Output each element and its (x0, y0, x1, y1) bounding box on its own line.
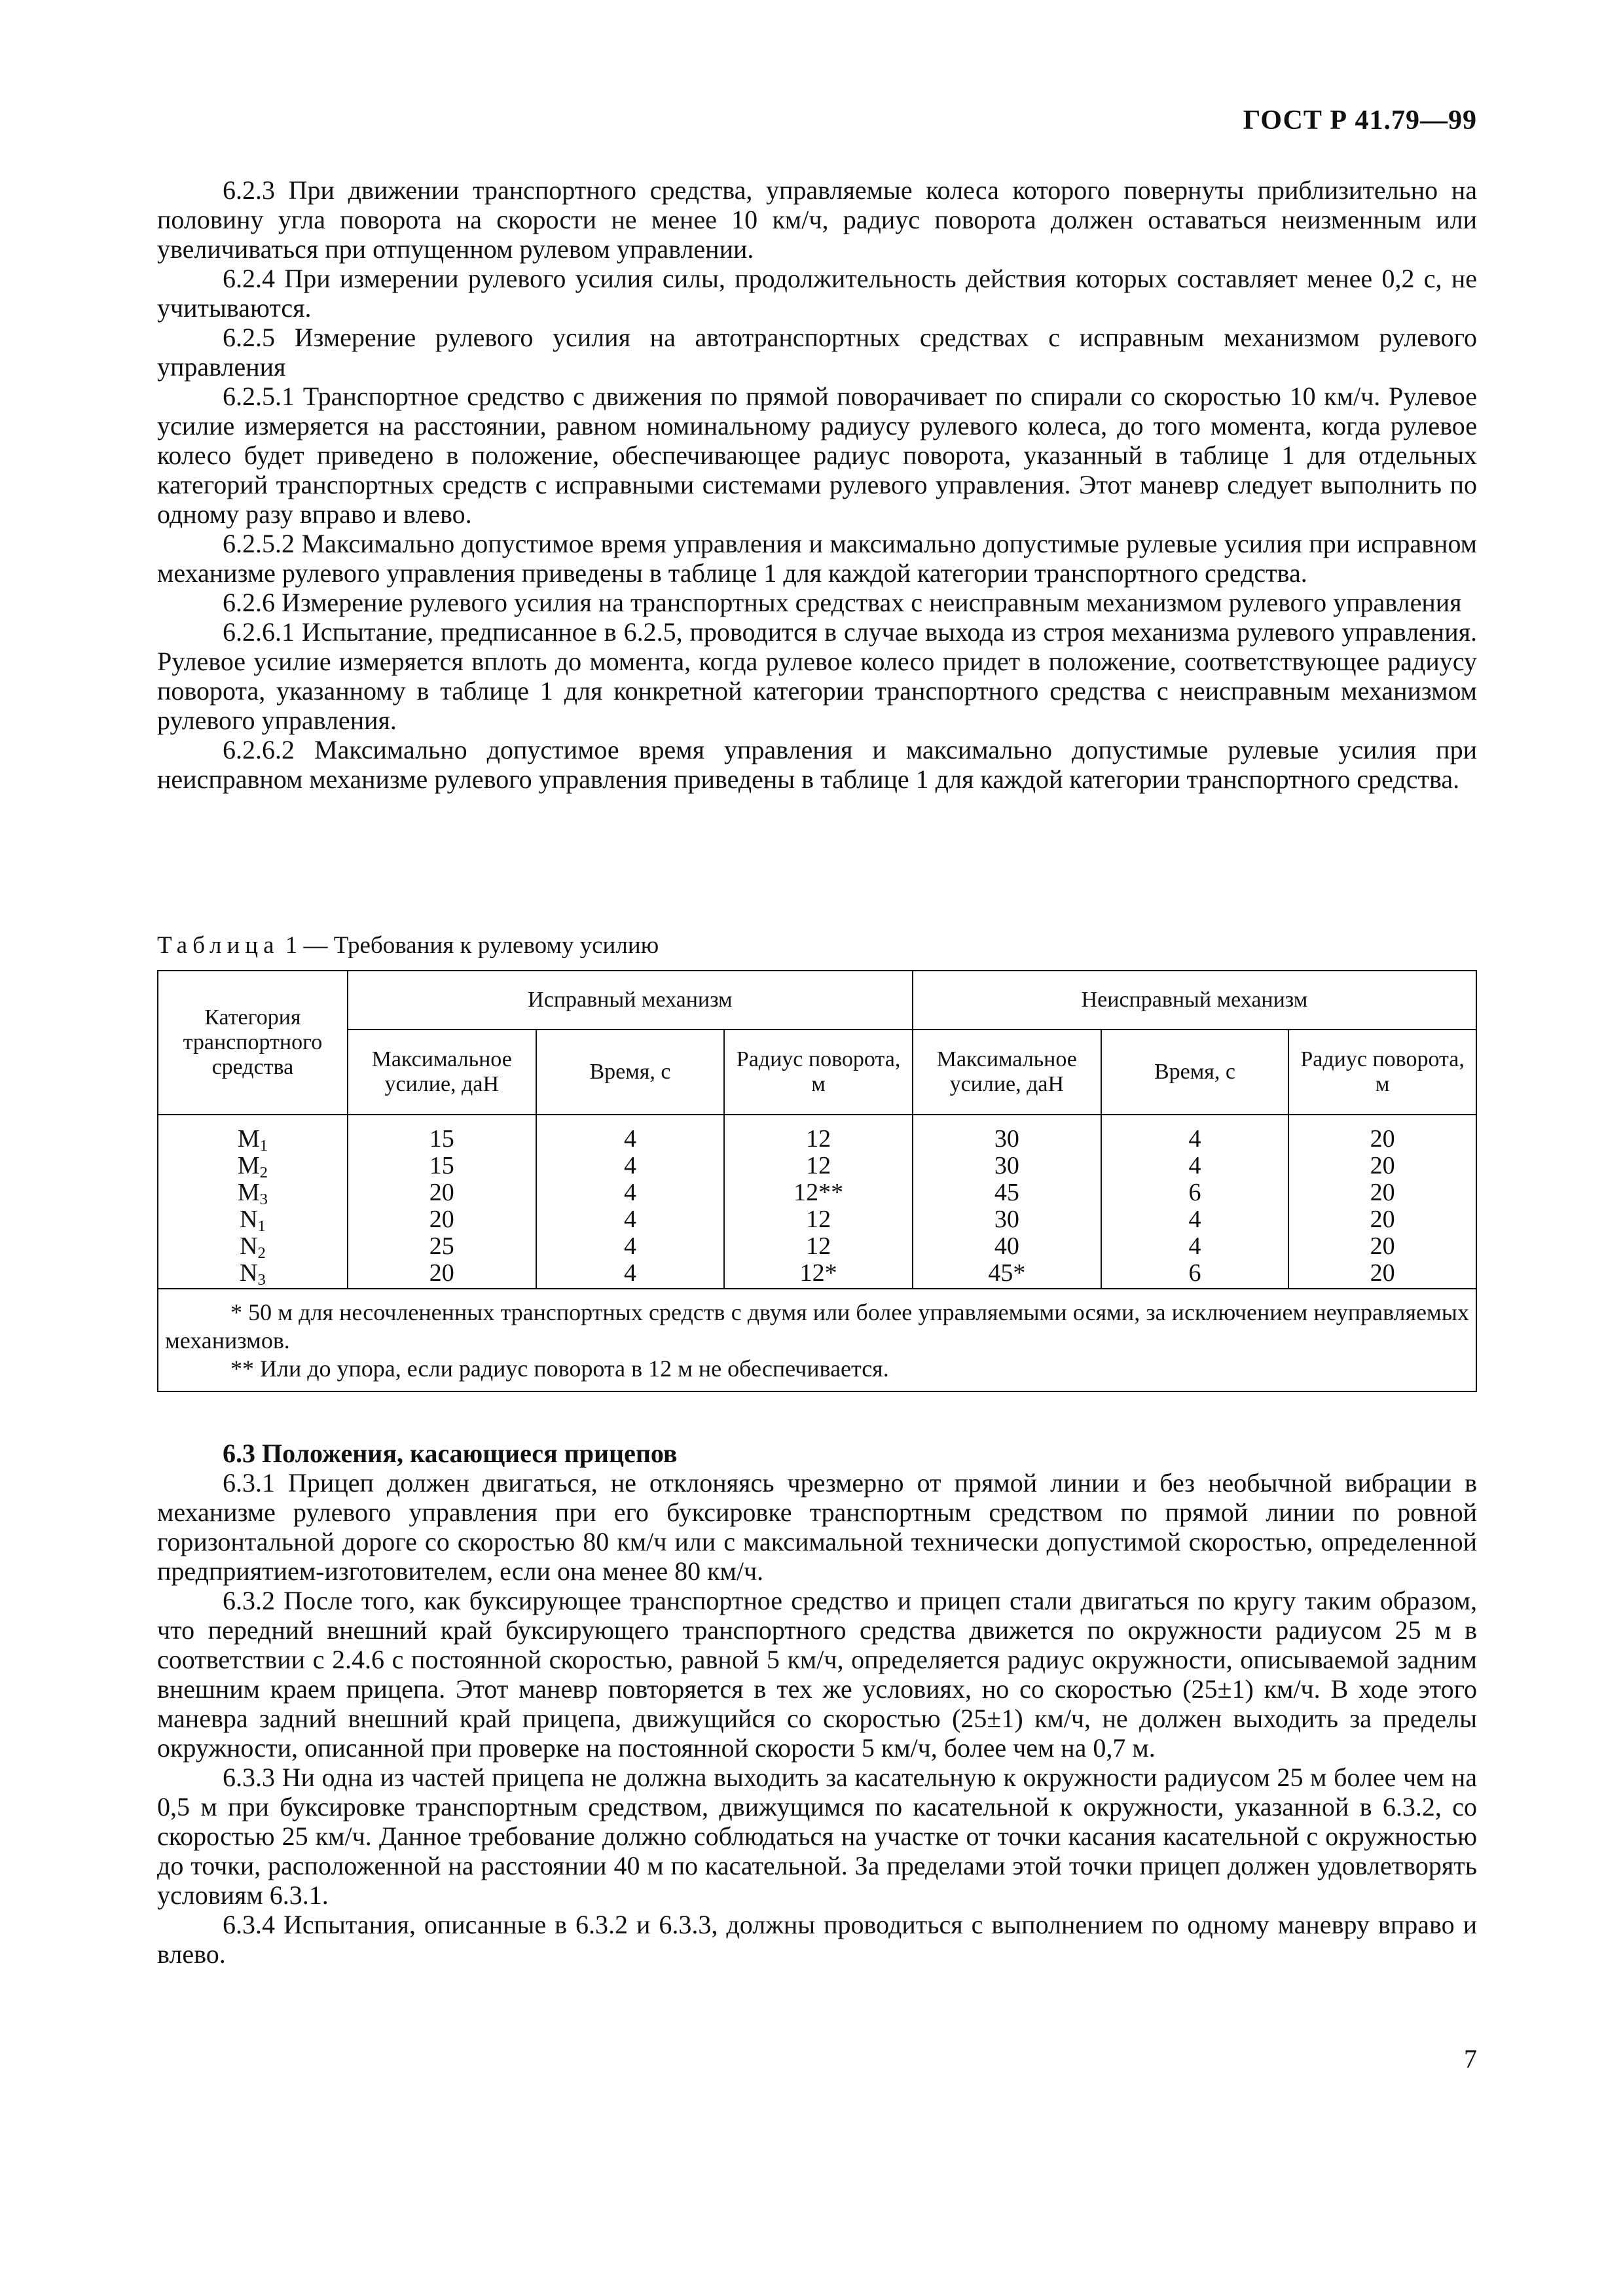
table-caption (157, 931, 659, 960)
column-fault-force (913, 1115, 1101, 1289)
category-cell: $M_1$ (237, 1125, 268, 1155)
table-cell: 4 (623, 1125, 636, 1153)
table-cell: 12 (806, 1152, 831, 1179)
table-cell: 40 (994, 1232, 1019, 1260)
table-cell: 20 (1370, 1179, 1395, 1206)
paragraph-6-2-3: 6.2.3 При движении транспортного средства, управляемые колеса которого повернуты приблизительно на половину угла поворота на скорости не менее 10 км/ч, радиус поворота должен оставаться неизменным или увеличиваться при отпущенном рулевом управлении. (157, 175, 1477, 264)
table-cell: 20 (429, 1259, 454, 1287)
paragraph-6-2-5-1: 6.2.5.1 Транспортное средство с движения по прямой поворачивает по спирали со скоростью 10 км/ч. Рулевое усилие измеряется на расстоянии, равном номинальному радиусу рулевого колеса, до того момента, когда рулевое колесо будет приведено в положение, обеспечивающее радиус поворота, указанный в таблице 1 для отдельных категорий транспортных средств с исправными системами рулевого управления. Этот маневр следует выполнить по одному разу вправо и влево. (157, 382, 1477, 529)
paragraph-6-2-5-2: 6.2.5.2 Максимально допустимое время управления и максимально допустимые рулевые усилия при исправном механизме рулевого управления приведены в таблице 1 для каждой категории транспортного средства. (157, 529, 1477, 588)
header-fault-radius: Радиус поворота, м (1288, 1030, 1476, 1115)
paragraph-6-2-4: 6.2.4 При измерении рулевого усилия силы, продолжительность действия которых составляет менее 0,2 с, не учитываются. (157, 264, 1477, 323)
paragraph-6-3-3: 6.3.3 Ни одна из частей прицепа не должна выходить за касательную к окружности радиусом 25 м более чем на 0,5 м при буксировке транспортным средством, движущимся по касательной к окружности, указанной в 6.3.2, со скоростью 25 км/ч. Данное требование должно соблюдаться на участке от точки касания касательной с окружностью до точки, расположенной на расстоянии 40 м по касательной. За пределами этой точки прицеп должен удовлетворять условиям 6.3.1. (157, 1763, 1477, 1910)
table-cell: 4 (623, 1232, 636, 1260)
header-ok-time: Время, с (536, 1030, 725, 1115)
header-fault-time: Время, с (1101, 1030, 1289, 1115)
category-cell: $N_3$ (240, 1259, 266, 1289)
paragraph-6-3-1: 6.3.1 Прицеп должен двигаться, не отклоняясь чрезмерно от прямой линии и без необычной вибрации в механизме рулевого управления при его буксировке транспортным средством по прямой линии по ровной горизонтальной дороге со скоростью 80 км/ч или с максимальной технически допустимой скоростью, определенной предприятием-изготовителем, если она менее 80 км/ч. (157, 1468, 1477, 1586)
category-cell: $N_1$ (240, 1206, 266, 1236)
table-cell: 4 (623, 1179, 636, 1206)
table-cell: 4 (1188, 1206, 1201, 1233)
table-cell: 4 (623, 1259, 636, 1287)
table-cell: 20 (1370, 1206, 1395, 1233)
column-ok-radius (724, 1115, 913, 1289)
table-caption-title: 1 — Требования к рулевому усилию (279, 932, 659, 959)
table-cell: 12 (806, 1125, 831, 1153)
table-cell: 4 (1188, 1232, 1201, 1260)
table-cell: 20 (1370, 1152, 1395, 1179)
column-ok-force (348, 1115, 536, 1289)
paragraph-6-2-5: 6.2.5 Измерение рулевого усилия на автотранспортных средствах с исправным механизмом рулевого управления (157, 323, 1477, 382)
header-fault-force: Максимальное усилие, даН (913, 1030, 1101, 1115)
table-note-single-asterisk: * 50 м для несочлененных транспортных средств с двумя или более управляемыми осями, за исключением неуправляемых механизмов. (165, 1299, 1469, 1354)
table-caption-label: Таблица (157, 932, 280, 959)
column-fault-radius (1288, 1115, 1476, 1289)
column-category (158, 1115, 348, 1289)
header-category: Категория транспортного средства (158, 971, 348, 1115)
table-cell: 15 (429, 1152, 454, 1179)
section-heading-6-3: 6.3 Положения, касающиеся прицепов (223, 1439, 678, 1468)
text-block-top (157, 175, 1477, 794)
page-number: 7 (1464, 2044, 1477, 2073)
table-cell: 12** (793, 1179, 844, 1206)
document-code: ГОСТ Р 41.79—99 (1243, 105, 1477, 135)
table-cell: 20 (429, 1206, 454, 1233)
paragraph-6-2-6-1: 6.2.6.1 Испытание, предписанное в 6.2.5, проводится в случае выхода из строя механизма рулевого управления. Рулевое усилие измеряется вплоть до момента, когда рулевое колесо придет в положение, соответствующее радиусу поворота, указанному в таблице 1 для конкретной категории транспортного средства с неисправным механизмом рулевого управления. (157, 617, 1477, 735)
column-ok-time (536, 1115, 725, 1289)
category-cell: $M_3$ (237, 1179, 268, 1209)
table-cell: 12 (806, 1206, 831, 1233)
table-cell: 12* (799, 1259, 837, 1287)
table-cell: 6 (1188, 1179, 1201, 1206)
column-fault-time (1101, 1115, 1289, 1289)
text-block-section-6-3 (157, 1439, 1477, 1969)
header-group-ok: Исправный механизм (348, 971, 913, 1030)
table-cell: 20 (1370, 1125, 1395, 1153)
paragraph-6-3-4: 6.3.4 Испытания, описанные в 6.3.2 и 6.3.3, должны проводиться с выполнением по одному маневру вправо и влево. (157, 1910, 1477, 1969)
table-cell: 45* (988, 1259, 1026, 1287)
header-ok-force: Максимальное усилие, даН (348, 1030, 536, 1115)
paragraph-6-2-6: 6.2.6 Измерение рулевого усилия на транспортных средствах с неисправным механизмом рулевого управления (223, 588, 1462, 617)
table-note-double-asterisk: ** Или до упора, если радиус поворота в 12 м не обеспечивается. (230, 1355, 889, 1382)
header-group-fault: Неисправный механизм (913, 971, 1476, 1030)
table-notes (158, 1289, 1476, 1391)
paragraph-6-3-2: 6.3.2 После того, как буксирующее транспортное средство и прицеп стали двигаться по кругу таким образом, что передний внешний край буксирующего транспортного средства движется по окружности радиусом 25 м в соответствии с 2.4.6 с постоянной скоростью, равной 5 км/ч, определяется радиус окружности, описываемой задним внешним краем прицепа. Этот маневр повторяется в тех же условиях, но со скоростью (25±1) км/ч. В ходе этого маневра задний внешний край прицепа, движущийся со скоростью (25±1) км/ч, не должен выходить за пределы окружности, описанной при проверке на постоянной скорости 5 км/ч, более чем на 0,7 м. (157, 1586, 1477, 1763)
table-cell: 45 (994, 1179, 1019, 1206)
table-cell: 25 (429, 1232, 454, 1260)
table-cell: 20 (1370, 1232, 1395, 1260)
table-cell: 12 (806, 1232, 831, 1260)
table-cell: 4 (1188, 1152, 1201, 1179)
steering-force-table (157, 970, 1477, 1392)
table-cell: 4 (1188, 1125, 1201, 1153)
table-cell: 15 (429, 1125, 454, 1153)
table-cell: 4 (623, 1206, 636, 1233)
table-cell: 30 (994, 1152, 1019, 1179)
table-cell: 30 (994, 1206, 1019, 1233)
category-cell: $M_2$ (237, 1152, 268, 1182)
header-ok-radius: Радиус поворота, м (724, 1030, 913, 1115)
paragraph-6-2-6-2: 6.2.6.2 Максимально допустимое время управления и максимально допустимые рулевые усилия при неисправном механизме рулевого управления приведены в таблице 1 для каждой категории транспортного средства. (157, 735, 1477, 794)
table-cell: 20 (429, 1179, 454, 1206)
category-cell: $N_2$ (240, 1232, 266, 1263)
table-cell: 6 (1188, 1259, 1201, 1287)
table-cell: 4 (623, 1152, 636, 1179)
table-cell: 30 (994, 1125, 1019, 1153)
table-cell: 20 (1370, 1259, 1395, 1287)
